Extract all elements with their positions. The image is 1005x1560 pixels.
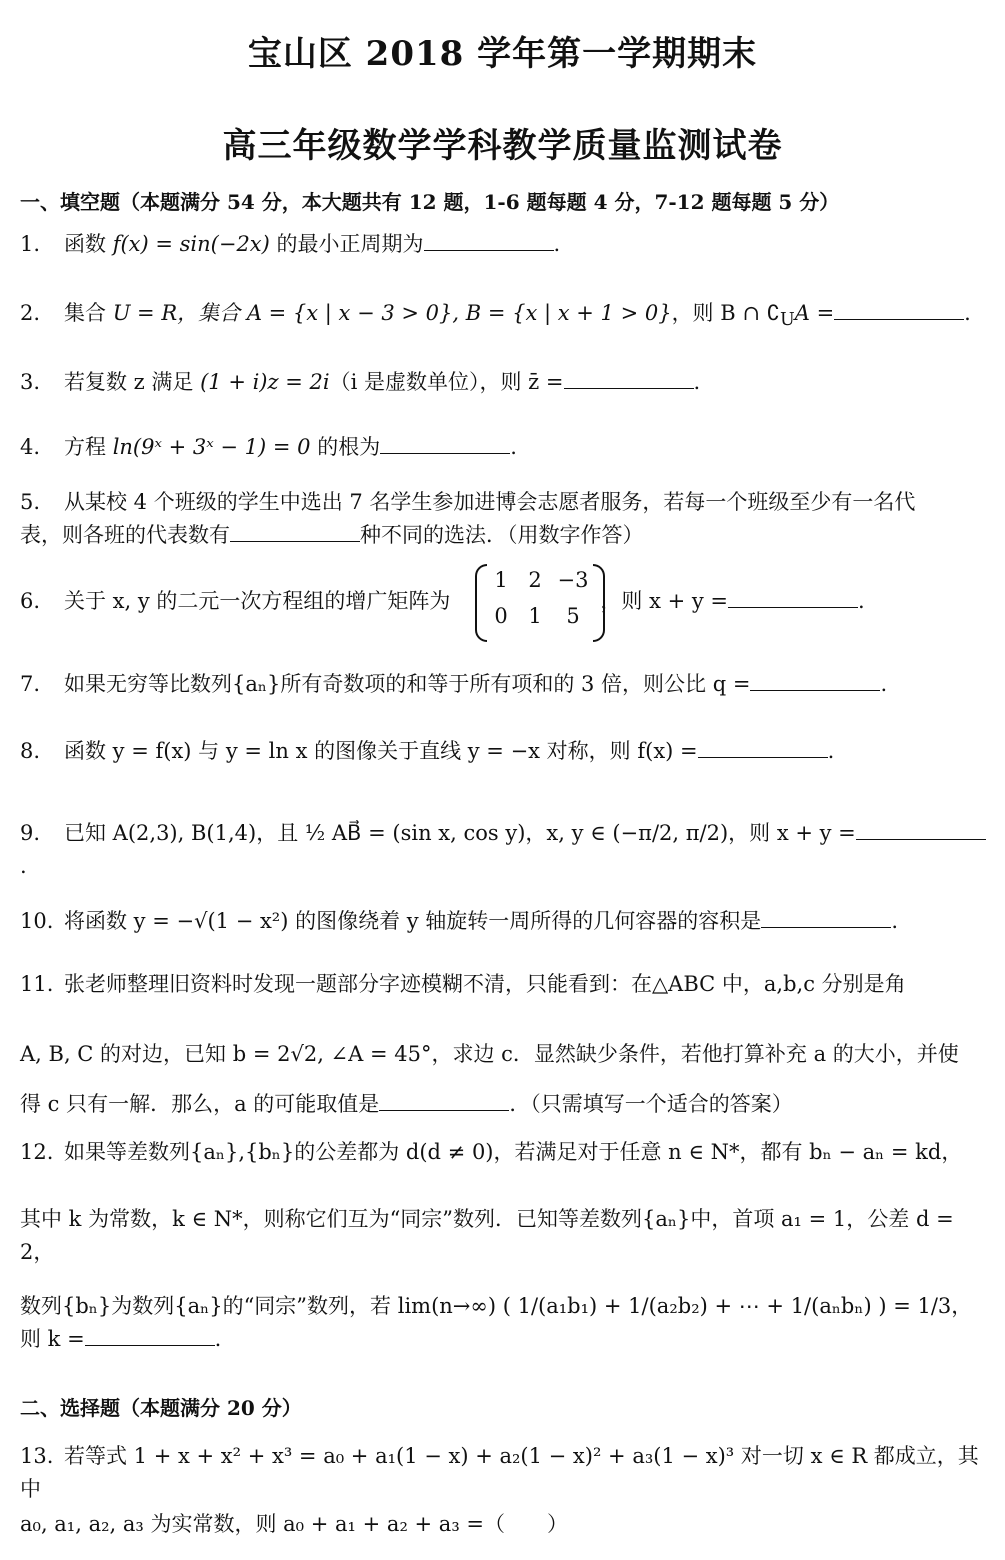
augmented-matrix <box>475 564 605 638</box>
section2-heading: 二、选择题（本题满分 20 分） <box>20 1396 302 1420</box>
question-number: 3. <box>20 370 41 394</box>
question-10: 10. 将函数 y = −√(1 − x²) 的图像绕着 y 轴旋转一周所得的几何容器的容积是 . <box>20 905 988 938</box>
question-2: 2. 集合 U = R，集合 A = {x | x − 3 > 0}, B = {x | x + 1 > 0}，则 B ∩ $∁_UA$ = . <box>20 297 988 334</box>
question-8: 8. 函数 y = f(x) 与 y = ln x 的图像关于直线 y = −x 对称，则 f(x) = . <box>20 735 988 768</box>
question-12-line2: 其中 k 为常数，k ∈ N*，则称它们互为“同宗”数列．已知等差数列{aₙ}中，首项 a₁ = 1，公差 d = 2， <box>20 1207 954 1264</box>
question-number: 6. <box>20 589 41 613</box>
question-number: 9. <box>20 821 41 845</box>
question-13-line2: a₀, a₁, a₂, a₃ 为实常数，则 a₀ + a₁ + a₂ + a₃ =（ ） <box>20 1512 569 1536</box>
question-5: 5. 从某校 4 个班级的学生中选出 7 名学生参加进博会志愿者服务，若每一个班级至少有一名代 表，则各班的代表数有 种不同的选法．（用数字作答） <box>20 486 988 551</box>
answer-blank[interactable] <box>379 1092 509 1111</box>
question-number: 12. <box>20 1140 54 1164</box>
exam-title-line2: 高三年级数学学科教学质量监测试卷 <box>222 126 783 166</box>
answer-blank[interactable] <box>380 435 510 454</box>
question-number: 4. <box>20 435 41 459</box>
question-12-line3: 数列{bₙ}为数列{aₙ}的“同宗”数列，若 lim(n→∞) ( 1/(a₁b₁) + 1/(a₂b₂) + ⋯ + 1/(aₙbₙ) ) = 1/3，则 k = . <box>20 1294 973 1351</box>
answer-blank[interactable] <box>564 370 694 389</box>
question-6: 6. 关于 x, y 的二元一次方程组的增广矩阵为 ，则 x + y = . <box>20 585 988 618</box>
answer-blank[interactable] <box>698 739 828 758</box>
answer-blank[interactable] <box>750 672 880 691</box>
question-number: 2. <box>20 301 41 325</box>
matrix-cell: 2 <box>528 568 542 592</box>
matrix-cell: −3 <box>557 568 589 592</box>
question-number: 8. <box>20 739 41 763</box>
question-11: 11. 张老师整理旧资料时发现一题部分字迹模糊不清，只能看到：在△ABC 中，a,b,c 分别是角 <box>20 968 988 1001</box>
question-9: 9. 已知 A(2,3), B(1,4)，且 ½ AB⃗ = (sin x, cos y)，x, y ∈ (−π/2, π/2)，则 x + y =. <box>20 817 988 882</box>
answer-blank[interactable] <box>424 232 554 251</box>
question-7: 7. 如果无穷等比数列{aₙ}所有奇数项的和等于所有项和的 3 倍，则公比 q = . <box>20 668 988 701</box>
answer-blank[interactable] <box>761 909 891 928</box>
question-11-line3: 得 c 只有一解．那么，a 的可能取值是 ．（只需填写一个适合的答案） <box>20 1092 793 1116</box>
question-3: 3. 若复数 z 满足 (1 + i)z = 2i（i 是虚数单位），则 z̄ = . <box>20 366 988 399</box>
answer-blank[interactable] <box>856 821 986 840</box>
question-number: 5. <box>20 490 41 514</box>
section1-heading: 一、填空题（本题满分 54 分，本大题共有 12 题，1-6 题每题 4 分，7-12 题每题 5 分） <box>20 190 840 214</box>
answer-blank[interactable] <box>728 589 858 608</box>
matrix-right-paren <box>593 564 605 642</box>
matrix-cell: 0 <box>494 604 508 628</box>
question-12: 12. 如果等差数列{aₙ},{bₙ}的公差都为 d(d ≠ 0)，若满足对于任意 n ∈ N*，都有 bₙ − aₙ = kd， <box>20 1136 988 1169</box>
question-number: 1. <box>20 232 41 256</box>
answer-blank[interactable] <box>834 301 964 320</box>
question-number: 7. <box>20 672 41 696</box>
question-number: 10. <box>20 909 54 933</box>
answer-blank[interactable] <box>85 1327 215 1346</box>
question-1: 1. 函数 f(x) = sin(−2x) 的最小正周期为 . <box>20 228 988 261</box>
question-4: 4. 方程 ln(9ˣ + 3ˣ − 1) = 0 的根为 . <box>20 431 988 464</box>
question-number: 11. <box>20 972 54 996</box>
exam-title-line1: 宝山区 2018 学年第一学期期末 <box>247 34 758 74</box>
question-13: 13. 若等式 1 + x + x² + x³ = a₀ + a₁(1 − x) + a₂(1 − x)² + a₃(1 − x)³ 对一切 x ∈ R 都成立，其中 <box>20 1440 988 1505</box>
question-number: 13. <box>20 1444 54 1468</box>
answer-blank[interactable] <box>230 523 360 542</box>
matrix-cell: 1 <box>528 604 542 628</box>
matrix-cell: 5 <box>566 604 580 628</box>
matrix-cell: 1 <box>494 568 508 592</box>
question-11-line2: A, B, C 的对边，已知 b = 2√2, ∠A = 45°，求边 c．显然缺少条件，若他打算补充 a 的大小，并使 <box>20 1042 959 1066</box>
